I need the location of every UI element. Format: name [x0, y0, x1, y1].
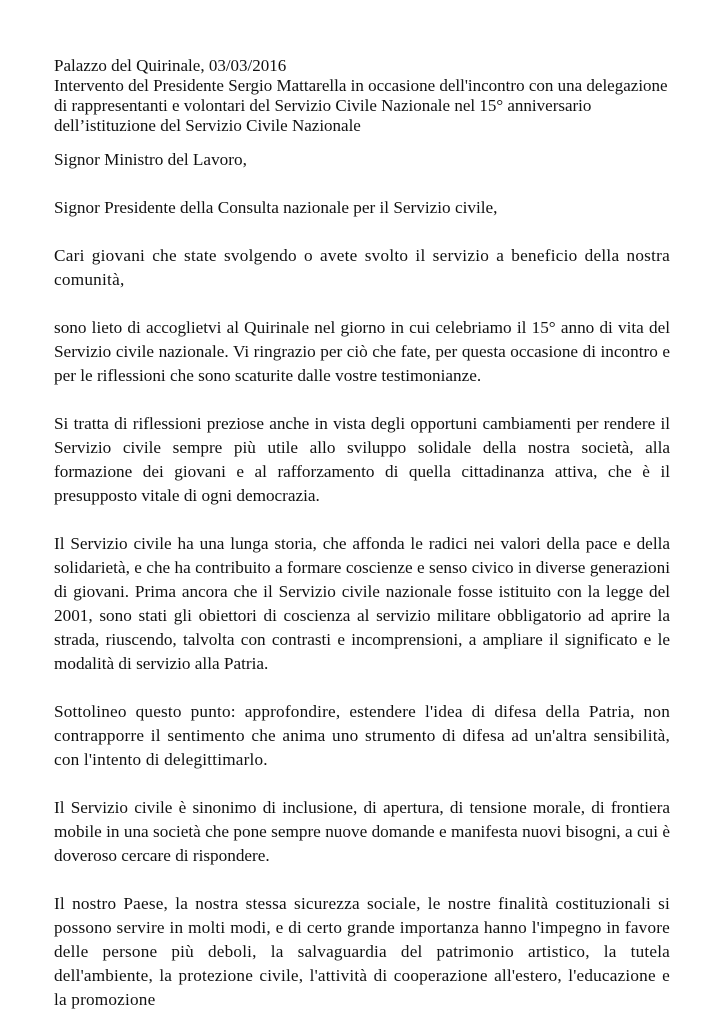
salutation-minister: Signor Ministro del Lavoro, — [54, 150, 247, 169]
paragraph-defense: Sottolineo questo punto: approfondire, estendere l'idea di difesa della Patria, non contrapporre il sentimento che anima uno strumento di difesa ad un'altra sensibilità, con l'intento di delegittimarlo. — [54, 702, 670, 769]
paragraph-history: Il Servizio civile ha una lunga storia, che affonda le radici nei valori della pace e della solidarietà, e che ha contribuito a formare coscienze e senso civico in diverse generazioni di giovani. Prima ancora che il Servizio civile nazionale fosse istituito con la legge del 2001, sono stati gli obiettori di coscienza al servizio militare obbligatorio ad aprire la strada, riuscendo, talvolta con contrasti e incomprensioni, a ampliare il significato e le modalità di servizio alla Patria. — [54, 534, 670, 673]
speech-body — [54, 148, 670, 1012]
title-line-2: di rappresentanti e volontari del Servizio Civile Nazionale nel 15° anniversario — [54, 96, 592, 115]
paragraph-reflections: Si tratta di riflessioni preziose anche in vista degli opportuni cambiamenti per rendere il Servizio civile sempre più utile allo sviluppo solidale della nostra società, alla formazione dei giovani e al rafforzamento di quella cittadinanza attiva, che è il presupposto vitale di ogni democrazia. — [54, 414, 670, 505]
paragraph-country: Il nostro Paese, la nostra stessa sicurezza sociale, le nostre finalità costituzionali si possono servire in molti modi, e di certo grande importanza hanno l'impegno in favore delle persone più deboli, la salvaguardia del patrimonio artistico, la tutela dell'ambiente, la protezione civile, l'attività di cooperazione all'estero, l'educazione e la promozione — [54, 894, 670, 1009]
salutation-president-consulta: Signor Presidente della Consulta nazionale per il Servizio civile, — [54, 198, 498, 217]
paragraph-welcome: sono lieto di accoglietvi al Quirinale nel giorno in cui celebriamo il 15° anno di vita del Servizio civile nazionale. Vi ringrazio per ciò che fate, per questa occasione di incontro e per le riflessioni che sono scaturite dalle vostre testimonianze. — [54, 318, 670, 385]
title-line-1: Intervento del Presidente Sergio Mattarella in occasione dell'incontro con una delegazione — [54, 76, 668, 95]
salutation-young-people: Cari giovani che state svolgendo o avete svolto il servizio a beneficio della nostra comunità, — [54, 246, 670, 289]
document-header — [54, 56, 670, 136]
document-page — [54, 56, 670, 1012]
title-line-3: dell’istituzione del Servizio Civile Nazionale — [54, 116, 361, 135]
paragraph-inclusion: Il Servizio civile è sinonimo di inclusione, di apertura, di tensione morale, di frontiera mobile in una società che pone sempre nuove domande e manifesta nuovi bisogni, a cui è doveroso cercare di rispondere. — [54, 798, 670, 865]
place-date: Palazzo del Quirinale, 03/03/2016 — [54, 56, 287, 75]
